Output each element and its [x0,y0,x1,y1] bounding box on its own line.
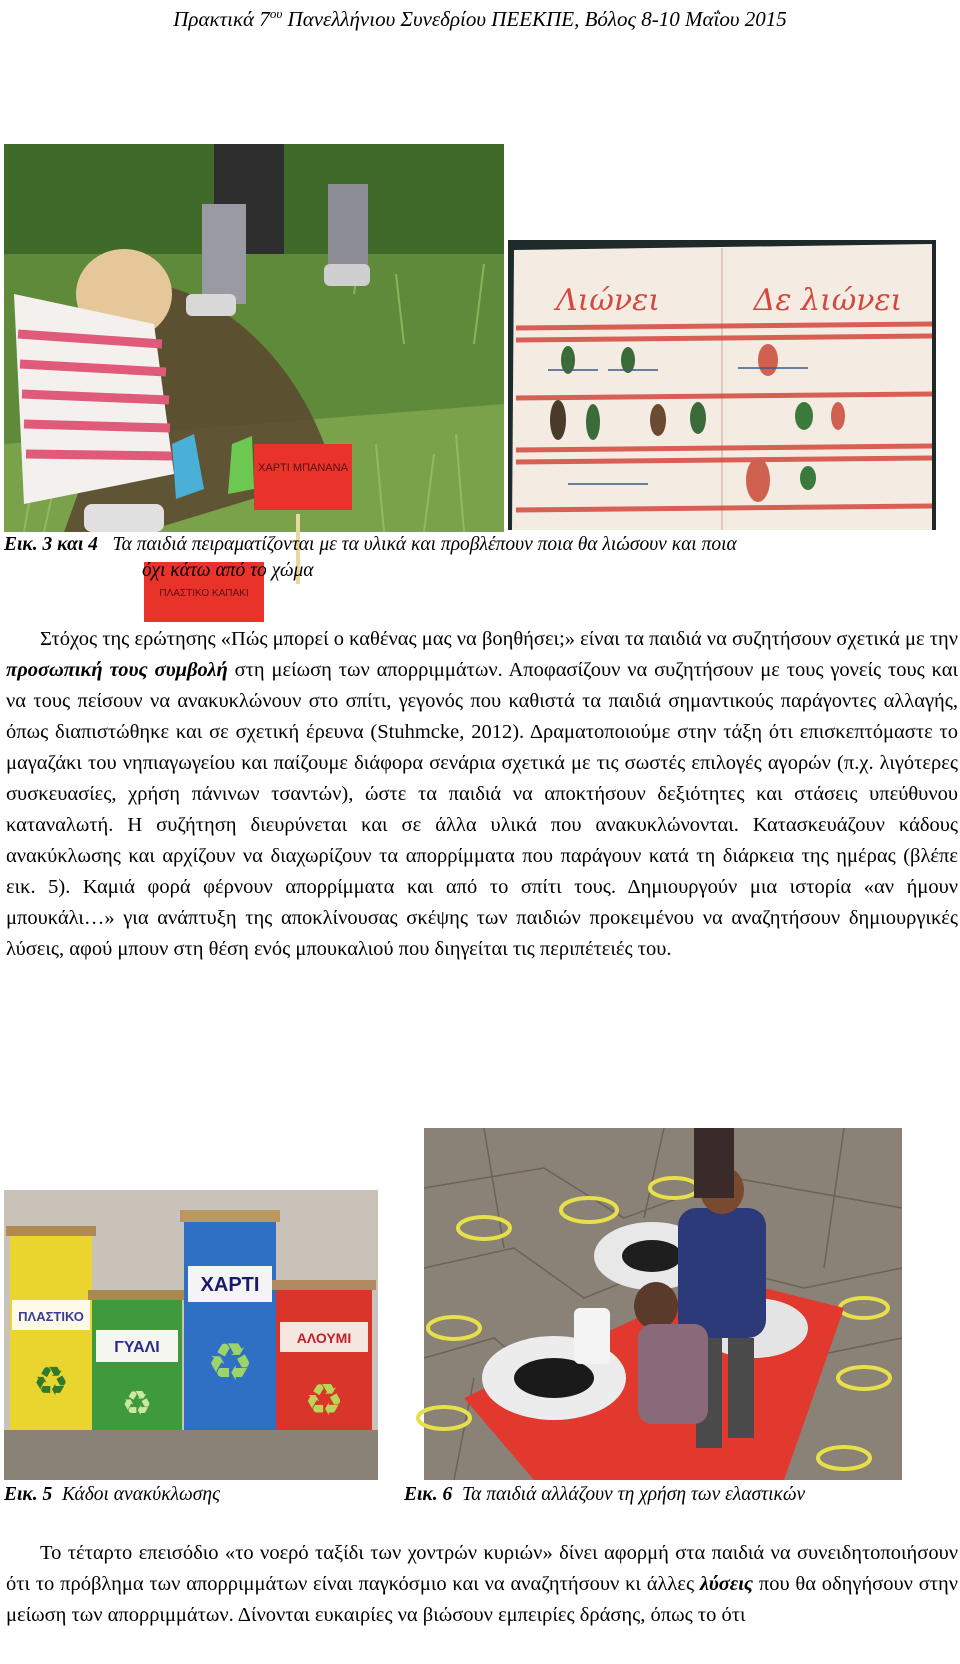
svg-text:♻: ♻ [121,1384,153,1424]
svg-text:♻: ♻ [33,1359,69,1405]
header-superscript: ου [269,6,283,21]
paragraph-2-part-c: που θα οδηγήσουν στην μείωση των απορριμμάτων. Δίνονται ευκαιρίες να βιώσουν εμπειρίες δράσης, όπως το ότι [6,1573,958,1626]
figure-3-4-caption-line-1: Τα παιδιά πειραματίζονται με τα υλικά και προβλέπουν ποια θα λιώσουν και ποια [112,534,737,555]
bin-label-4: ΑΛΟΥΜΙ [296,1330,352,1346]
body-paragraph-1 [6,624,958,965]
sign-1-text: ΧΑΡΤΙ ΜΠΑΝΑΝΑ [258,462,348,474]
poster-title-left: Λιώνει [556,283,660,318]
svg-text:♻: ♻ [206,1333,254,1393]
figure-6-caption-text: Τα παιδιά αλλάζουν τη χρήση των ελαστικών [462,1484,806,1505]
figure-5-photo [4,1190,378,1480]
svg-text:♻: ♻ [304,1375,344,1426]
figure-5-caption-text: Κάδοι ανακύκλωσης [62,1484,221,1505]
figure-3-4-caption-line-2: όχι κάτω από το χώμα [142,560,314,581]
paragraph-1-part-c: στη μείωση των απορριμμάτων. Αποφασίζουν να συζητήσουν με τους γονείς τους και να τους πείσουν να ανακυκλώνουν στο σπίτι, γεγονός που καθιστά τα παιδιά σημαντικούς παράγοντες αλλαγής, όπως διαπιστώθηκε και σε σχετική έρευνα (Stuhmcke, 2012). Δραματοποιούμε στην τάξη ότι επισκεπτόμαστε το μαγαζάκι του νηπιαγωγείου και παίζουμε διάφορα σενάρια σχετικά με τις σωστές επιλογές αγορών (π.χ. λιγότερες συσκευασίες, χρήση πάνινων τσαντών), ώστε τα παιδιά να αποκτήσουν δεξιότητες και στάσεις υπεύθυνου καταναλωτή. Η συζήτηση διευρύνεται και σε άλλα υλικά που ανακυκλώνονται. Κατασκευάζουν κάδους ανακύκλωσης και αρχίζουν να διαχωρίζουν τα απορρίμματα που παράγουν κατά τη διάρκεια της ημέρας (βλέπε εικ. 5). Καμιά φορά φέρνουν απορρίμματα και από το σπίτι τους. Δημιουργούν μια ιστορία «αν ήμουν μπουκάλι…» για ανάπτυξη της αποκλίνουσας σκέψης των παιδιών προκειμένου να αναζητήσουν δημιουργικές λύσεις, αφού μπουν στη θέση ενός μπουκαλιού που διηγείται τις περιπέτειές του. [6,659,959,960]
figure-6-photo [424,1128,902,1480]
bin-label-2: ΓΥΑΛΙ [114,1339,160,1356]
bin-label-3: ΧΑΡΤΙ [200,1274,260,1296]
figure-3-4-label: Εικ. 3 και 4 [4,534,98,555]
header-text-pre: Πρακτικά 7 [173,7,270,31]
figure-5-label: Εικ. 5 [4,1484,53,1505]
header-text-post: Πανελλήνιου Συνεδρίου ΠΕΕΚΠΕ, Βόλος 8-10 Μαΐου 2015 [282,7,787,31]
body-paragraph-2 [6,1538,958,1631]
figure-6-caption [404,1482,954,1508]
figure-3-4-caption [4,532,944,584]
paragraph-1-emphasis: προσωπική τους συμβολή [6,659,228,681]
figure-4-photo [508,240,936,530]
bin-label-1: ΠΛΑΣΤΙΚΟ [18,1309,84,1324]
figure-6-label: Εικ. 6 [404,1484,453,1505]
paragraph-1-part-a: Στόχος της ερώτησης «Πώς μπορεί ο καθένας μας να βοηθήσει;» είναι τα παιδιά να συζητήσουν σχετικά με την [40,628,958,650]
figure-5-caption [4,1482,384,1508]
sign-2-text: ΠΛΑΣΤΙΚΟ ΚΑΠΑΚΙ [159,588,249,599]
poster-title-right: Δε λιώνει [753,283,903,318]
running-header [0,0,960,33]
paragraph-2-part-a: Το τέταρτο επεισόδιο «το νοερό ταξίδι των χοντρών κυριών» δίνει αφορμή στα παιδιά να συνειδητοποιήσουν ότι το πρόβλημα των απορριμμάτων είναι παγκόσμιο και να αναζητήσουν κι άλλες [6,1542,958,1595]
paragraph-2-emphasis: λύσεις [699,1573,754,1595]
